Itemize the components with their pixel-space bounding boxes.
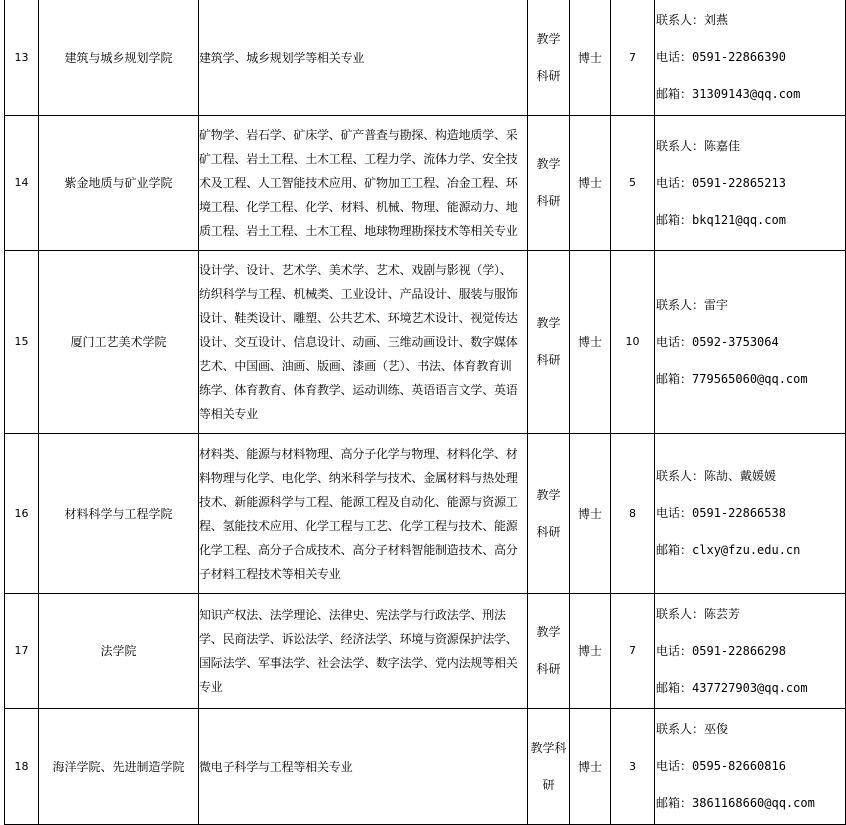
contact-email-value[interactable]: 437727903@qq.com xyxy=(692,680,808,695)
table-row xyxy=(5,251,846,434)
position-type xyxy=(528,116,570,251)
contact-phone-value: 0591-22866298 xyxy=(692,643,786,658)
major-line: 纺织科学与工程、机械类、工业设计、产品设计、服装与服饰 xyxy=(199,287,518,301)
major-line: 质工程、岩土工程、土木工程、地球物理勘探技术等相关专业 xyxy=(199,224,518,238)
major-line: 知识产权法、法学理论、法律史、宪法学与行政法学、刑法 xyxy=(199,608,506,622)
headcount: 5 xyxy=(611,116,655,251)
contact-person xyxy=(656,596,845,633)
headcount: 8 xyxy=(611,434,655,594)
degree: 博士 xyxy=(570,116,611,251)
contact-info xyxy=(655,434,846,594)
major-line: 术及工程、人工智能技术应用、矿物加工工程、冶金工程、环 xyxy=(199,176,518,190)
contact-email xyxy=(656,202,845,239)
contact-email-label: 邮箱： xyxy=(656,212,693,227)
contact-email-label: 邮箱： xyxy=(656,87,693,101)
contact-phone-label: 电话： xyxy=(656,506,693,520)
college-name: 海洋学院、先进制造学院 xyxy=(39,709,199,825)
contact-person xyxy=(656,711,845,748)
table-row xyxy=(5,709,846,825)
recruitment-table xyxy=(4,0,846,825)
contact-person-label: 联系人： xyxy=(656,138,705,153)
row-number: 16 xyxy=(5,434,39,594)
college-name: 法学院 xyxy=(39,594,199,709)
headcount: 3 xyxy=(611,709,655,825)
row-number: 15 xyxy=(5,251,39,434)
contact-info xyxy=(655,594,846,709)
contact-email xyxy=(656,785,845,822)
contact-email-value[interactable]: clxy@fzu.edu.cn xyxy=(692,543,801,557)
table-row xyxy=(5,434,846,594)
contact-phone-label: 电话： xyxy=(656,643,693,658)
major-requirements xyxy=(199,434,528,594)
position-line: 科研 xyxy=(536,194,561,208)
position-line: 教学科 xyxy=(530,740,567,755)
major-line: 设计、交互设计、信息设计、动画、三维动画设计、数字媒体 xyxy=(199,335,518,349)
major-line: 建筑学、城乡规划学等相关专业 xyxy=(199,50,365,65)
contact-email xyxy=(656,670,845,707)
major-line: 微电子科学与工程等相关专业 xyxy=(199,759,353,774)
degree: 博士 xyxy=(570,0,611,116)
row-number: 18 xyxy=(5,709,39,825)
college-name: 厦门工艺美术学院 xyxy=(39,251,199,434)
major-line: 设计学、设计、艺术学、美术学、艺术、戏剧与影视（学）、 xyxy=(199,263,512,277)
row-number: 17 xyxy=(5,594,39,709)
major-line: 材料类、能源与材料物理、高分子化学与物理、材料化学、材 xyxy=(199,446,518,461)
major-line: 等相关专业 xyxy=(199,407,259,421)
major-line: 技术、新能源科学与工程、能源工程及自动化、能源与资源工 xyxy=(199,494,518,509)
contact-person-label: 联系人： xyxy=(656,606,705,621)
contact-phone-value: 0595-82660816 xyxy=(692,759,786,773)
contact-email-label: 邮箱： xyxy=(656,543,693,557)
contact-info xyxy=(655,709,846,825)
position-type xyxy=(528,0,570,116)
major-line: 矿物学、岩石学、矿床学、矿产普查与勘探、构造地质学、采 xyxy=(199,128,518,142)
contact-person-value: 陈劼、戴媛媛 xyxy=(704,469,777,483)
major-line: 料物理与化学、电化学、纳米科学与技术、金属材料与热处理 xyxy=(199,470,518,485)
position-type xyxy=(528,709,570,825)
major-line: 子材料工程技术等相关专业 xyxy=(199,566,341,581)
contact-phone-value: 0592-3753064 xyxy=(692,334,779,349)
contact-phone-label: 电话： xyxy=(656,175,693,190)
contact-info xyxy=(655,251,846,434)
contact-phone-label: 电话： xyxy=(656,334,693,349)
major-requirements xyxy=(199,116,528,251)
position-line: 教学 xyxy=(536,31,561,46)
college-name: 紫金地质与矿业学院 xyxy=(39,116,199,251)
table-row xyxy=(5,116,846,251)
table-row xyxy=(5,594,846,709)
contact-phone-value: 0591-22866390 xyxy=(692,50,786,64)
position-line: 教学 xyxy=(536,316,561,330)
college-name: 材料科学与工程学院 xyxy=(39,434,199,594)
major-requirements xyxy=(199,0,528,116)
headcount: 7 xyxy=(611,0,655,116)
contact-phone xyxy=(656,324,845,361)
major-line: 境工程、化学工程、化学、材料、机械、物理、能源动力、地 xyxy=(199,200,518,214)
contact-person-value: 巫俊 xyxy=(704,722,729,736)
position-type xyxy=(528,594,570,709)
position-line: 教学 xyxy=(536,157,561,171)
position-line: 科研 xyxy=(536,68,561,83)
contact-info xyxy=(655,0,846,116)
contact-email xyxy=(656,361,845,398)
contact-person-value: 刘燕 xyxy=(704,13,729,27)
contact-person xyxy=(656,128,845,165)
contact-phone xyxy=(656,748,845,785)
contact-email-value[interactable]: 3861168660@qq.com xyxy=(692,796,815,810)
contact-person xyxy=(656,458,845,495)
contact-phone xyxy=(656,165,845,202)
contact-person-label: 联系人： xyxy=(656,297,705,312)
contact-info xyxy=(655,116,846,251)
headcount: 7 xyxy=(611,594,655,709)
contact-phone xyxy=(656,39,845,76)
contact-email-value[interactable]: 31309143@qq.com xyxy=(692,87,801,101)
college-name: 建筑与城乡规划学院 xyxy=(39,0,199,116)
contact-email-value[interactable]: bkq121@qq.com xyxy=(692,212,786,227)
major-line: 艺术、中国画、油画、版画、漆画（艺）、书法、体育教育训 xyxy=(199,359,512,373)
contact-person-label: 联系人： xyxy=(656,469,705,483)
major-line: 学、民商法学、诉讼法学、经济法学、环境与资源保护法学、 xyxy=(199,632,518,646)
major-requirements xyxy=(199,709,528,825)
position-line: 教学 xyxy=(536,487,561,502)
contact-email-label: 邮箱： xyxy=(656,680,693,695)
contact-email-label: 邮箱： xyxy=(656,371,693,386)
major-line: 设计、鞋类设计、雕塑、公共艺术、环境艺术设计、视觉传达 xyxy=(199,311,518,325)
major-line: 化学工程、高分子合成技术、高分子材料智能制造技术、高分 xyxy=(199,542,518,557)
position-type xyxy=(528,434,570,594)
position-line: 科研 xyxy=(536,353,561,367)
degree: 博士 xyxy=(570,594,611,709)
table-row xyxy=(5,0,846,116)
contact-phone-value: 0591-22865213 xyxy=(692,175,786,190)
contact-email xyxy=(656,76,845,113)
contact-phone-label: 电话： xyxy=(656,759,693,773)
contact-phone xyxy=(656,633,845,670)
position-line: 科研 xyxy=(536,524,561,539)
contact-email-label: 邮箱： xyxy=(656,796,693,810)
contact-person xyxy=(656,2,845,39)
major-line: 程、氢能技术应用、化学工程与工艺、化学工程与技术、能源 xyxy=(199,518,518,533)
major-requirements xyxy=(199,251,528,434)
contact-phone-label: 电话： xyxy=(656,50,693,64)
contact-email-value[interactable]: 779565060@qq.com xyxy=(692,371,808,386)
position-line: 教学 xyxy=(536,625,561,639)
contact-person-label: 联系人： xyxy=(656,722,705,736)
position-line: 研 xyxy=(542,777,555,792)
headcount: 10 xyxy=(611,251,655,434)
contact-person-value: 雷宇 xyxy=(704,297,729,312)
degree: 博士 xyxy=(570,434,611,594)
row-number: 14 xyxy=(5,116,39,251)
major-requirements xyxy=(199,594,528,709)
contact-person-value: 陈嘉佳 xyxy=(704,138,741,153)
contact-email xyxy=(656,532,845,569)
position-type xyxy=(528,251,570,434)
row-number: 13 xyxy=(5,0,39,116)
degree: 博士 xyxy=(570,251,611,434)
major-line: 练学、体育教育、体育教学、运动训练、英语语言文学、英语 xyxy=(199,383,518,397)
degree: 博士 xyxy=(570,709,611,825)
major-line: 专业 xyxy=(199,680,223,694)
contact-person xyxy=(656,287,845,324)
contact-person-label: 联系人： xyxy=(656,13,705,27)
major-line: 国际法学、军事法学、社会法学、数字法学、党内法规等相关 xyxy=(199,656,518,670)
contact-phone-value: 0591-22866538 xyxy=(692,506,786,520)
position-line: 科研 xyxy=(536,662,561,676)
contact-person-value: 陈芸芳 xyxy=(704,606,741,621)
contact-phone xyxy=(656,495,845,532)
major-line: 矿工程、岩土工程、土木工程、工程力学、流体力学、安全技 xyxy=(199,152,518,166)
